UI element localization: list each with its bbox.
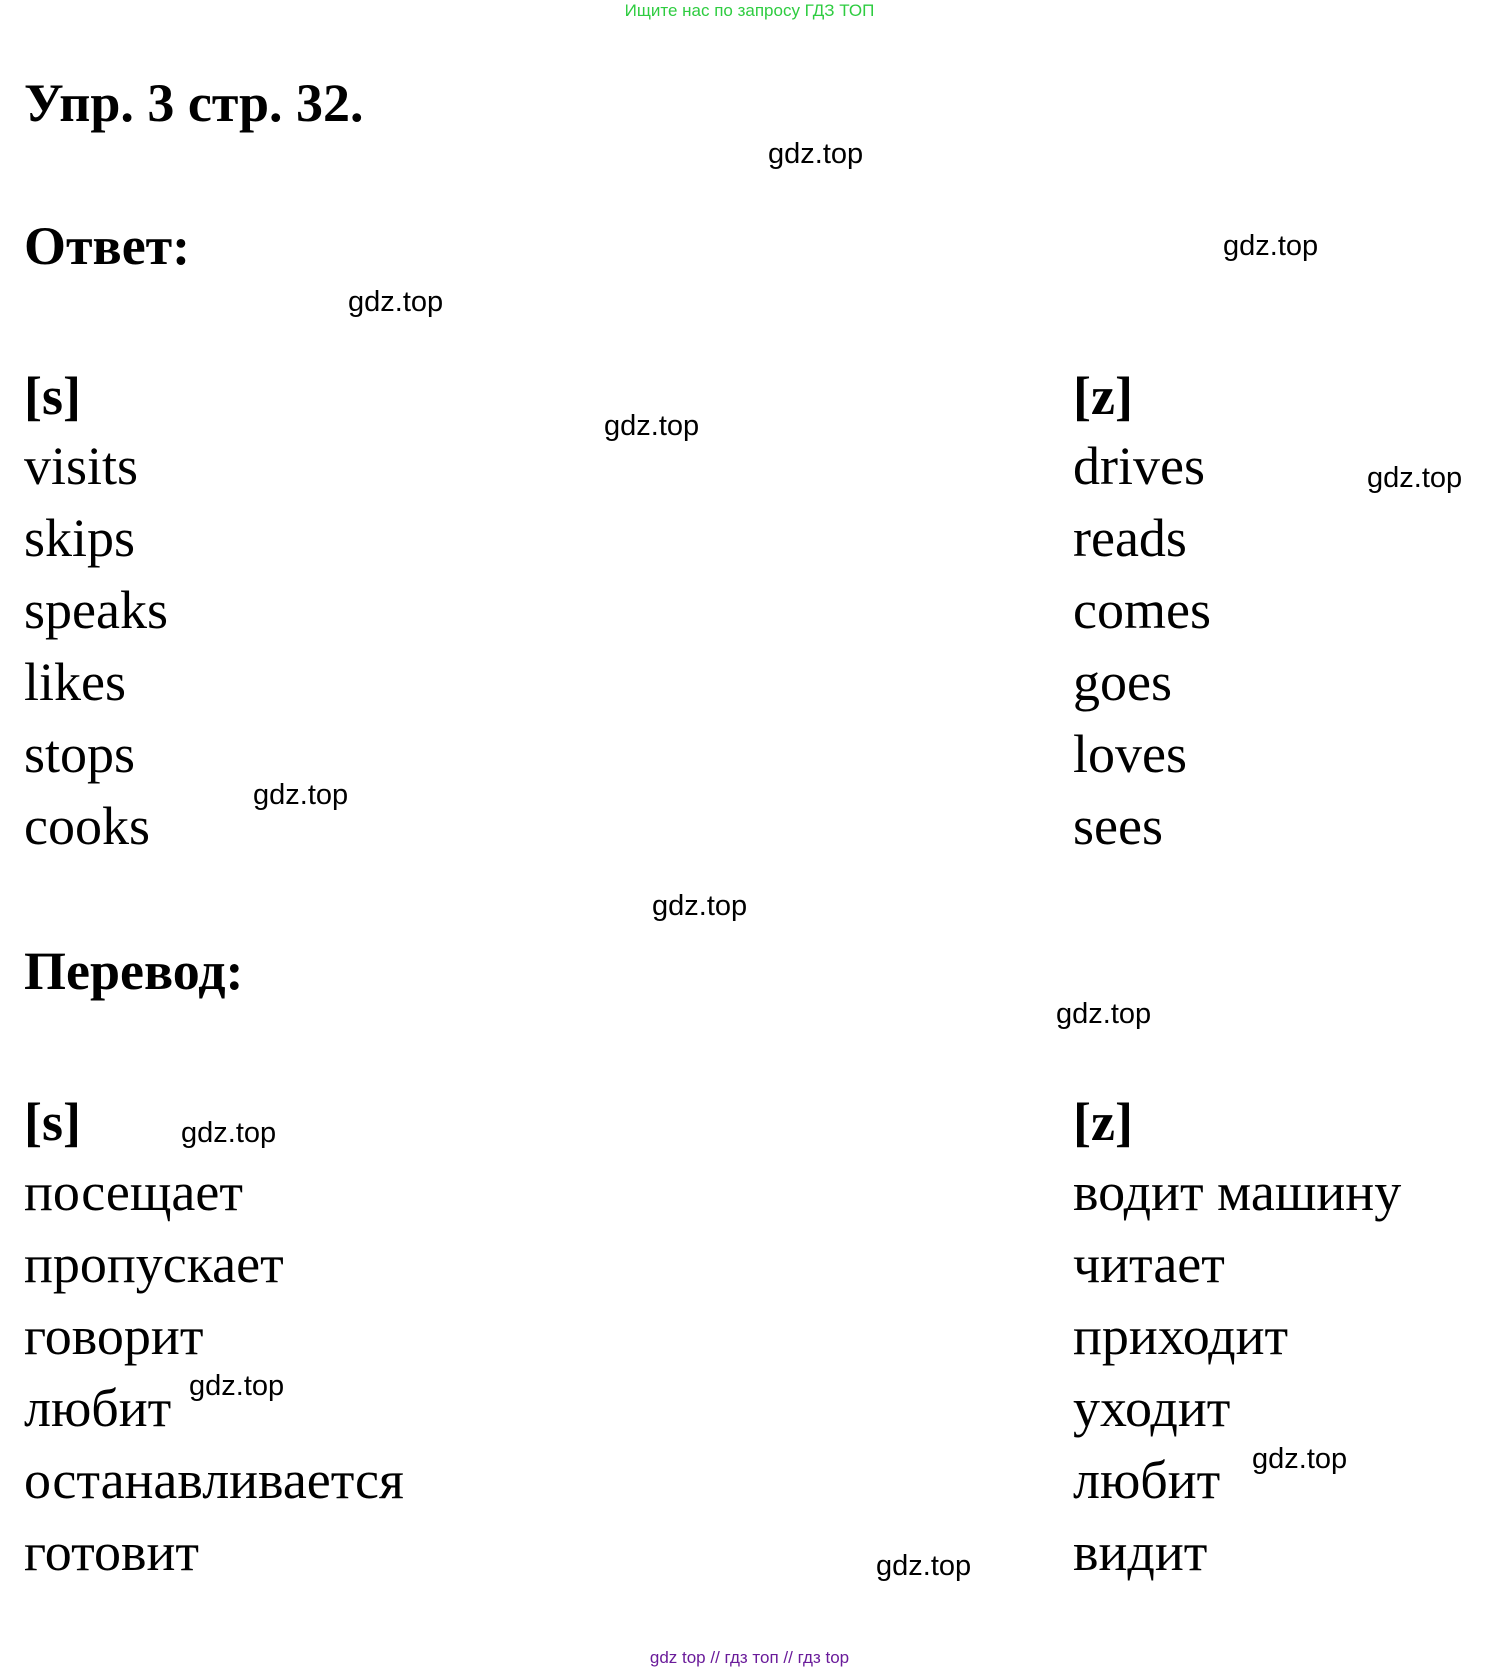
top-banner[interactable]: Ищите нас по запросу ГДЗ ТОП bbox=[624, 1, 875, 20]
watermark: gdz.top bbox=[189, 1370, 285, 1402]
translation-s-word: любит bbox=[24, 1378, 172, 1438]
answer-heading: Ответ: bbox=[24, 216, 191, 276]
bottom-link[interactable]: гдз топ bbox=[724, 1648, 779, 1667]
answer-s-word: cooks bbox=[24, 796, 150, 856]
bottom-links bbox=[0, 1648, 1499, 1668]
translation-z-word: уходит bbox=[1073, 1378, 1231, 1438]
answer-z-word: loves bbox=[1073, 724, 1187, 784]
translation-s-word: говорит bbox=[24, 1306, 204, 1366]
translation-s-word: готовит bbox=[24, 1522, 199, 1582]
translation-z-label: [z] bbox=[1073, 1092, 1133, 1152]
answer-s-word: skips bbox=[24, 508, 136, 568]
answer-z-word: reads bbox=[1073, 508, 1187, 568]
watermark: gdz.top bbox=[1367, 462, 1463, 494]
answer-s-word: stops bbox=[24, 724, 136, 784]
answer-z-word: comes bbox=[1073, 580, 1211, 640]
translation-s-label: [s] bbox=[24, 1092, 81, 1152]
translation-z-word: видит bbox=[1073, 1522, 1208, 1582]
answer-s-label: [s] bbox=[24, 366, 81, 426]
watermark: gdz.top bbox=[1252, 1443, 1348, 1475]
bottom-link[interactable]: гдз top bbox=[797, 1648, 850, 1667]
answer-s-word: speaks bbox=[24, 580, 168, 640]
bottom-separator: // bbox=[783, 1648, 793, 1667]
watermark: gdz.top bbox=[1223, 230, 1319, 262]
translation-s-word: останавливается bbox=[24, 1450, 404, 1510]
watermark: gdz.top bbox=[253, 779, 349, 811]
translation-z-word: читает bbox=[1073, 1234, 1225, 1294]
bottom-separator: // bbox=[710, 1648, 720, 1667]
translation-z-word: приходит bbox=[1073, 1306, 1289, 1366]
watermark: gdz.top bbox=[876, 1550, 972, 1582]
translation-s-column bbox=[24, 1088, 404, 1588]
answer-s-word: visits bbox=[24, 436, 139, 496]
translation-heading: Перевод: bbox=[24, 941, 244, 1001]
translation-s-word: пропускает bbox=[24, 1234, 284, 1294]
watermark: gdz.top bbox=[181, 1117, 277, 1149]
translation-s-word: посещает bbox=[24, 1162, 243, 1222]
answer-z-word: goes bbox=[1073, 652, 1172, 712]
watermark: gdz.top bbox=[768, 138, 864, 170]
bottom-link[interactable]: gdz top bbox=[649, 1648, 706, 1667]
answer-s-word: likes bbox=[24, 652, 126, 712]
watermark: gdz.top bbox=[1056, 998, 1152, 1030]
answer-z-word: sees bbox=[1073, 796, 1163, 856]
answer-z-word: drives bbox=[1073, 436, 1205, 496]
watermark: gdz.top bbox=[348, 286, 444, 318]
translation-z-column bbox=[1073, 1088, 1401, 1588]
translation-z-word: любит bbox=[1073, 1450, 1221, 1510]
page-title: Упр. 3 стр. 32. bbox=[24, 73, 364, 133]
watermark: gdz.top bbox=[652, 890, 748, 922]
answer-z-column bbox=[1073, 362, 1211, 862]
translation-z-word: водит машину bbox=[1073, 1162, 1402, 1222]
answer-z-label: [z] bbox=[1073, 366, 1133, 426]
watermark: gdz.top bbox=[604, 410, 700, 442]
answer-s-column bbox=[24, 362, 168, 862]
